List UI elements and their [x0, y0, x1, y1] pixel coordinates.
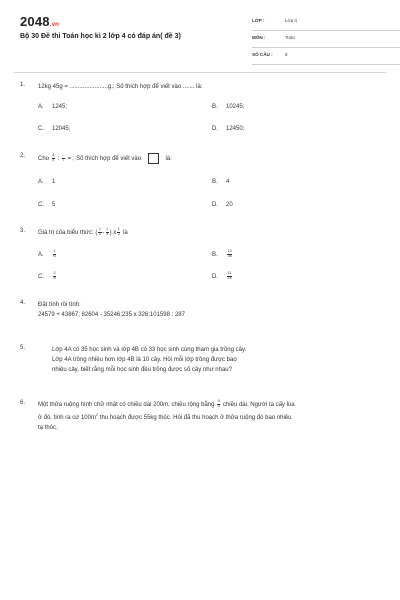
question-line: tạ thóc. [38, 425, 58, 431]
meta-row-count [252, 48, 400, 65]
option-d[interactable]: D. 12450; [212, 126, 245, 132]
fraction: $\frac{1}{2}$ [98, 227, 101, 236]
meta-key: SỐ CÂU : [252, 52, 273, 57]
question-line: nhiêu cây, biết rằng mỗi học sinh đều trồng được số cây như nhau? [52, 367, 232, 373]
question-stem: Giá trị của biểu thức: ( $\frac{1}{2}$ - $\frac{1}{3}$ ) x $\frac{1}{2}$ là [38, 227, 128, 236]
question-number: 4. [20, 300, 26, 306]
option-c[interactable]: C. 5 [38, 202, 56, 208]
question-line: Đặt tính rồi tính: [38, 302, 81, 308]
question-number: 5. [20, 345, 26, 351]
question-stem: Cho $\frac{4}{5}$ : $\frac{..}{7}$ = ; Số thích hợp để viết vào là: [38, 153, 172, 163]
fraction: $\frac{4}{5}$ [52, 153, 55, 162]
meta-key: MÔN : [252, 35, 266, 40]
document-title: Bộ 30 Đề thi Toán học kì 2 lớp 4 có đáp án( đề 3) [20, 33, 181, 40]
question-line: ở đó, tính ra cứ $100m^2$ thu hoạch được 55kg thóc. Hỏi đã thu hoạch ở thửa ruộng đó bao nhiêu [38, 413, 292, 421]
meta-key: LỚP : [252, 18, 265, 23]
meta-value: Toán [285, 35, 295, 40]
option-c[interactable]: C. $\frac{2}{8}$ [38, 271, 56, 280]
question-number: 3. [20, 228, 26, 234]
option-d[interactable]: D. 20 [212, 202, 233, 208]
option-a[interactable]: A. 1245; [38, 104, 68, 110]
fraction: $\frac{1}{2}$ [117, 227, 120, 236]
meta-value: Lớp 4 [285, 18, 297, 23]
meta-row-subject [252, 31, 400, 48]
question-line: Lớp 4A trồng nhiều hơn lớp 4B là 10 cây. Hỏi mỗi lớp trồng được bao [52, 357, 237, 363]
question-number: 6. [20, 400, 26, 406]
question-number: 1. [20, 82, 26, 88]
question-stem [52, 345, 372, 375]
fraction: $\frac{1}{3}$ [106, 227, 109, 236]
question-line: 24579 + 43867; 82604 - 35246;235 x 326;101598 : 287 [38, 312, 185, 318]
site-logo[interactable]: 2048.vn [20, 14, 60, 29]
option-b[interactable]: B. $\frac{12}{36}$ [212, 249, 232, 258]
option-a[interactable]: A. 1 [38, 179, 56, 185]
option-b[interactable]: B. 4 [212, 179, 230, 185]
option-b[interactable]: B. 10245; [212, 104, 245, 110]
question-number: 2. [20, 153, 26, 159]
option-c[interactable]: C. 12045; [38, 126, 71, 132]
question-stem [38, 400, 383, 433]
header-divider [14, 72, 386, 73]
meta-table [252, 14, 400, 65]
question-line: Lớp 4A có 35 học sinh và lớp 4B có 33 học sinh cùng tham gia trồng cây. [52, 347, 247, 353]
fraction: $\frac{..}{7}$ [62, 153, 65, 162]
meta-value: 6 [285, 52, 288, 57]
option-a[interactable]: A. $\frac{1}{6}$ [38, 249, 56, 258]
question-line: Một thửa ruộng hình chữ nhật có chiều dài 200m, chiều rộng bằng $\frac{3}{4}$ chiều dài. Người ta cấy lúa [38, 399, 295, 408]
question-stem [38, 300, 383, 320]
page-header [20, 14, 382, 60]
fraction: $\frac{3}{4}$ [217, 399, 220, 408]
answer-box [148, 153, 159, 164]
meta-row-class [252, 14, 400, 31]
question-stem: 12kg 45g = .......................g.; Số thích hợp để viết vào ....... là: [38, 84, 203, 90]
option-d[interactable]: D. $\frac{11}{24}$ [212, 271, 232, 280]
